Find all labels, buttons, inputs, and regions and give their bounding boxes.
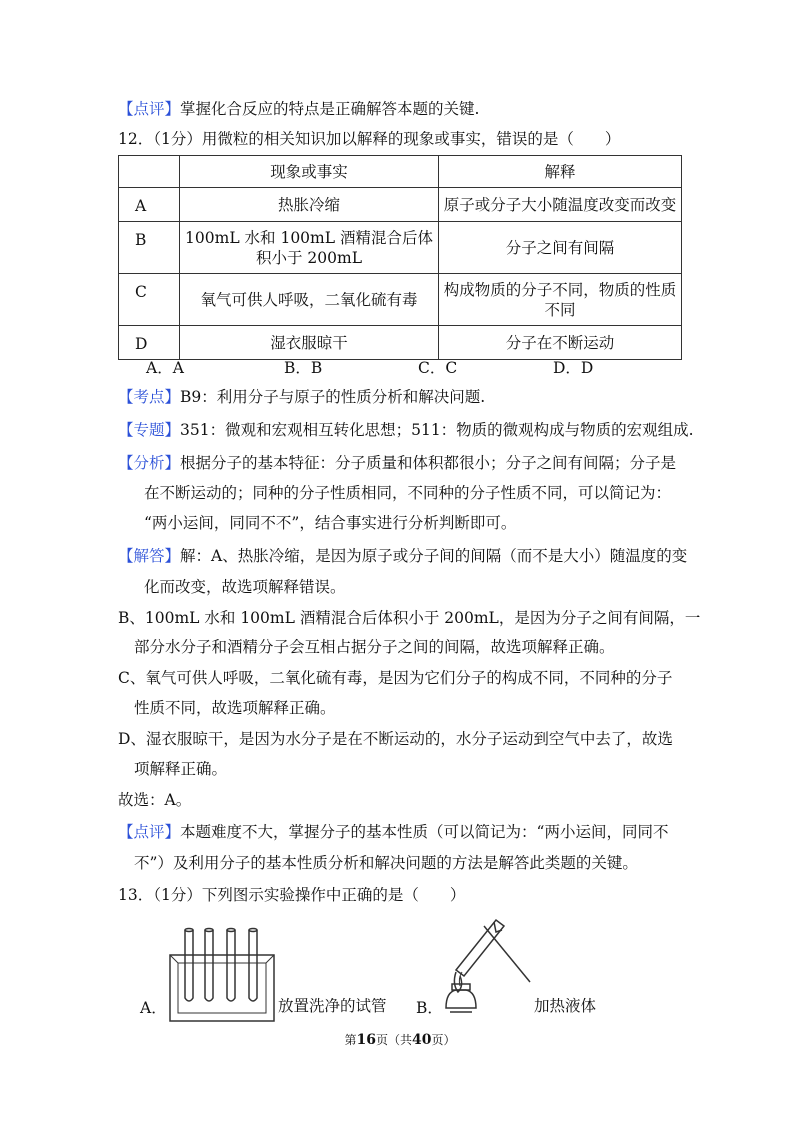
row-key: A (119, 188, 180, 222)
row-key: C (119, 274, 180, 326)
kaodian-tag: 【考点】 (118, 388, 181, 406)
jieda-line-1: 解：A、热胀冷缩，是因为原子或分子间的间隔（而不是大小）随温度的变 (180, 547, 688, 565)
table-row (119, 222, 682, 274)
q12-table (118, 155, 682, 360)
explain-d-line-2: 项解释正确。 (134, 760, 228, 778)
row-fact: 热胀冷缩 (180, 188, 439, 222)
answer: 故选：A。 (118, 791, 192, 809)
dianping-line-2: 不”）及利用分子的基本性质分析和解决问题的方法是解答此类题的关键。 (134, 854, 638, 872)
question-12-stem: 12．（1分）用微粒的相关知识加以解释的现象或事实，错误的是（ ） (118, 130, 621, 148)
zhuanti-text: 351：微观和宏观相互转化思想；511：物质的微观构成与物质的宏观组成. (180, 421, 694, 439)
table-header-cell: 解释 (439, 156, 682, 188)
footer-middle: 页（共 (375, 1033, 412, 1047)
row-key: D (119, 326, 180, 360)
footer-prefix: 第 (344, 1033, 357, 1047)
option-c: C．C (418, 359, 458, 377)
row-fact: 100mL 水和 100mL 酒精混合后体积小于 200mL (180, 222, 439, 274)
table-header-cell (119, 156, 180, 188)
fenxi-line-3: “两小运间，同同不不”，结合事实进行分析判断即可。 (144, 514, 517, 532)
q13-option-a-label: A． (140, 999, 167, 1017)
row-explain: 原子或分子大小随温度改变而改变 (439, 188, 682, 222)
option-b: B．B (284, 359, 323, 377)
option-d: D．D (553, 359, 594, 377)
fenxi-line-1: 根据分子的基本特征：分子质量和体积都很小；分子之间有间隔；分子是 (180, 454, 677, 472)
q13-option-b-caption: 加热液体 (534, 997, 597, 1015)
zhuanti-tag: 【专题】 (118, 421, 181, 439)
question-13-stem: 13．（1分）下列图示实验操作中正确的是（ ） (118, 886, 466, 904)
fenxi (118, 453, 676, 473)
q13-option-a-caption: 放置洗净的试管 (278, 997, 387, 1015)
explain-b-line-1: B、100mL 水和 100mL 酒精混合后体积小于 200mL，是因为分子之间有间隔，一 (118, 609, 701, 627)
alcohol-lamp-heating-image (436, 912, 536, 1022)
table-header-cell: 现象或事实 (180, 156, 439, 188)
q13-option-b-label: B． (416, 999, 443, 1017)
page-footer (0, 1031, 800, 1048)
dianping-tag: 【点评】 (118, 823, 181, 841)
dianping (118, 822, 668, 842)
table-header-row (119, 156, 682, 188)
row-explain: 分子在不断运动 (439, 326, 682, 360)
top-comment (118, 99, 479, 119)
option-a: A．A (146, 359, 184, 377)
zhuanti (118, 420, 694, 440)
row-key: B (119, 222, 180, 274)
footer-suffix: 页） (431, 1033, 456, 1047)
row-fact: 湿衣服晾干 (180, 326, 439, 360)
explain-b-line-2: 部分水分子和酒精分子会互相占据分子之间的间隔，故选项解释正确。 (134, 638, 615, 656)
kaodian (118, 387, 485, 407)
dianping-line-1: 本题难度不大，掌握分子的基本性质（可以简记为：“两小运间，同同不 (180, 823, 669, 841)
comment-text: 掌握化合反应的特点是正确解答本题的关键. (180, 100, 480, 118)
jieda (118, 546, 687, 566)
total-page-number: 40 (412, 1032, 432, 1048)
table-row (119, 274, 682, 326)
jieda-line-2: 化而改变，故选项解释错误。 (144, 578, 346, 596)
jieda-tag: 【解答】 (118, 547, 181, 565)
test-tube-rack-image (160, 920, 280, 1030)
row-explain: 构成物质的分子不同，物质的性质不同 (439, 274, 682, 326)
kaodian-text: B9：利用分子与原子的性质分析和解决问题. (180, 388, 486, 406)
fenxi-tag: 【分析】 (118, 454, 181, 472)
fenxi-line-2: 在不断运动的；同种的分子性质相同，不同种的分子性质不同，可以简记为： (144, 484, 672, 502)
comment-tag: 【点评】 (118, 100, 181, 118)
current-page-number: 16 (356, 1032, 376, 1048)
explain-c-line-2: 性质不同，故选项解释正确。 (134, 699, 336, 717)
explain-c-line-1: C、氧气可供人呼吸，二氧化硫有毒，是因为它们分子的构成不同，不同种的分子 (118, 669, 673, 687)
row-explain: 分子之间有间隔 (439, 222, 682, 274)
table-row (119, 326, 682, 360)
table-row (119, 188, 682, 222)
row-fact: 氧气可供人呼吸，二氧化硫有毒 (180, 274, 439, 326)
explain-d-line-1: D、湿衣服晾干，是因为水分子是在不断运动的，水分子运动到空气中去了，故选 (118, 730, 673, 748)
